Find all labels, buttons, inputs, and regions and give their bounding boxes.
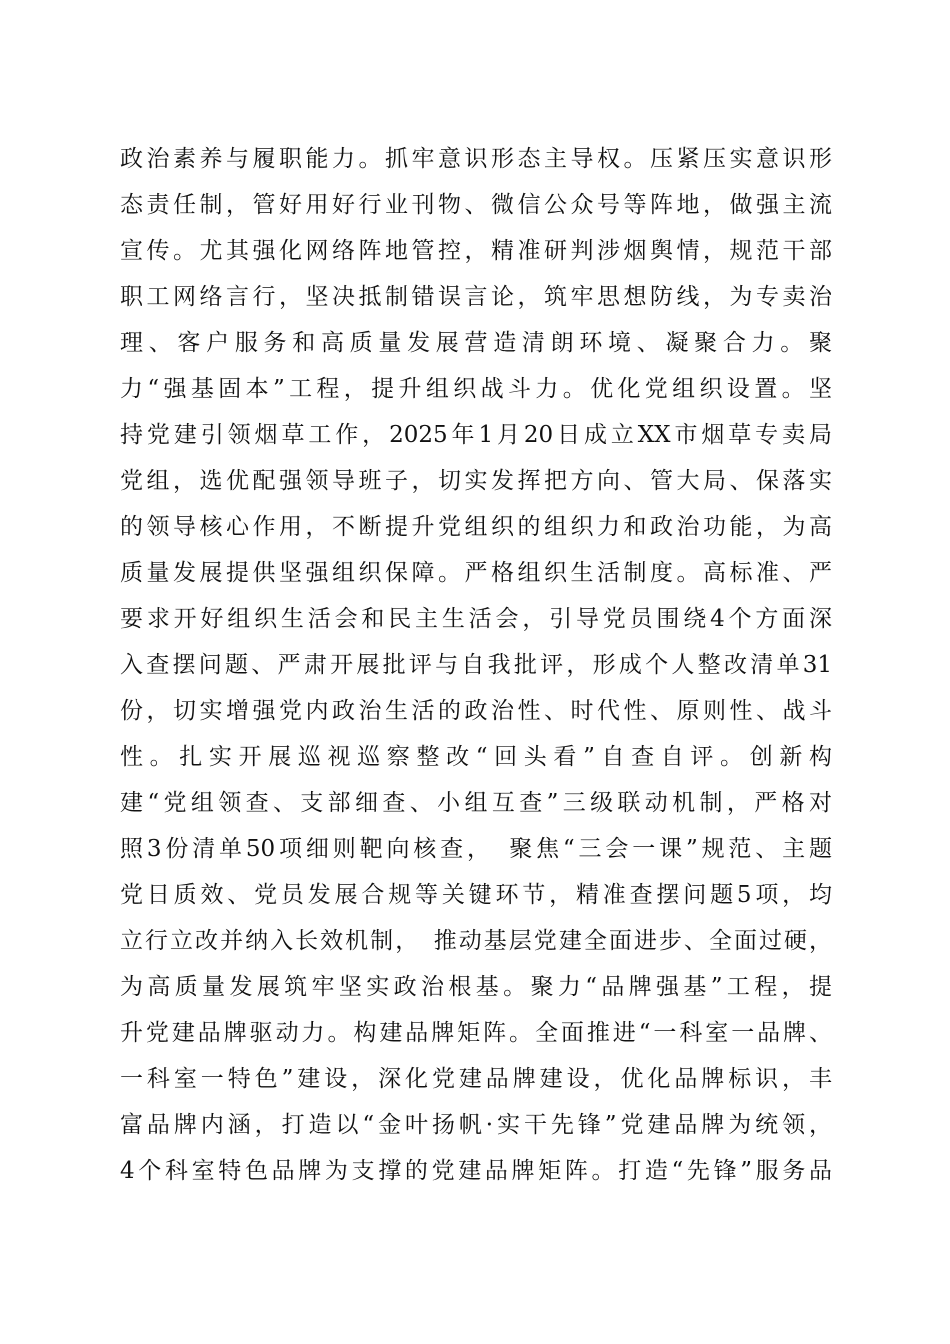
text-line: 要求开好组织生活会和民主生活会，引导党员围绕4个方面深 [120, 606, 832, 632]
text-line: 党组，选优配强领导班子，切实发挥把方向、管大局、保落实 [120, 468, 832, 494]
text-line: 立行立改并纳入长效机制， 推动基层党建全面进步、全面过硬， [120, 928, 832, 954]
text-line: 职工网络言行，坚决抵制错误言论，筑牢思想防线，为专卖治 [120, 284, 832, 310]
text-line: 政治素养与履职能力。抓牢意识形态主导权。压紧压实意识形 [120, 146, 832, 172]
text-line: 4个科室特色品牌为支撑的党建品牌矩阵。打造“先锋”服务品 [120, 1158, 832, 1184]
text-line: 党日质效、党员发展合规等关键环节，精准查摆问题5项，均 [120, 882, 832, 908]
text-line: 理、客户服务和高质量发展营造清朗环境、凝聚合力。聚 [120, 330, 832, 356]
text-line: 一科室一特色”建设，深化党建品牌建设，优化品牌标识，丰 [120, 1066, 832, 1092]
text-line: 富品牌内涵，打造以“金叶扬帆·实干先锋”党建品牌为统领， [120, 1112, 832, 1138]
text-line: 力“强基固本”工程，提升组织战斗力。优化党组织设置。坚 [120, 376, 832, 402]
text-line: 入查摆问题、严肃开展批评与自我批评，形成个人整改清单31 [120, 652, 832, 678]
text-line: 升党建品牌驱动力。构建品牌矩阵。全面推进“一科室一品牌、 [120, 1020, 832, 1046]
text-line: 性。扎实开展巡视巡察整改“回头看”自查自评。创新构 [120, 744, 832, 770]
text-line: 为高质量发展筑牢坚实政治根基。聚力“品牌强基”工程，提 [120, 974, 832, 1000]
text-line: 的领导核心作用，不断提升党组织的组织力和政治功能，为高 [120, 514, 832, 540]
text-line: 建“党组领查、支部细查、小组互查”三级联动机制，严格对 [120, 790, 832, 816]
text-line: 照3份清单50项细则靶向核查， 聚焦“三会一课”规范、主题 [120, 836, 832, 862]
text-line: 份，切实增强党内政治生活的政治性、时代性、原则性、战斗 [120, 698, 832, 724]
text-line: 持党建引领烟草工作，2025年1月20日成立XX市烟草专卖局 [120, 422, 832, 448]
text-line: 质量发展提供坚强组织保障。严格组织生活制度。高标准、严 [120, 560, 832, 586]
body-paragraph [120, 136, 832, 1194]
text-line: 态责任制，管好用好行业刊物、微信公众号等阵地，做强主流 [120, 192, 832, 218]
text-line: 宣传。尤其强化网络阵地管控，精准研判涉烟舆情，规范干部 [120, 238, 832, 264]
